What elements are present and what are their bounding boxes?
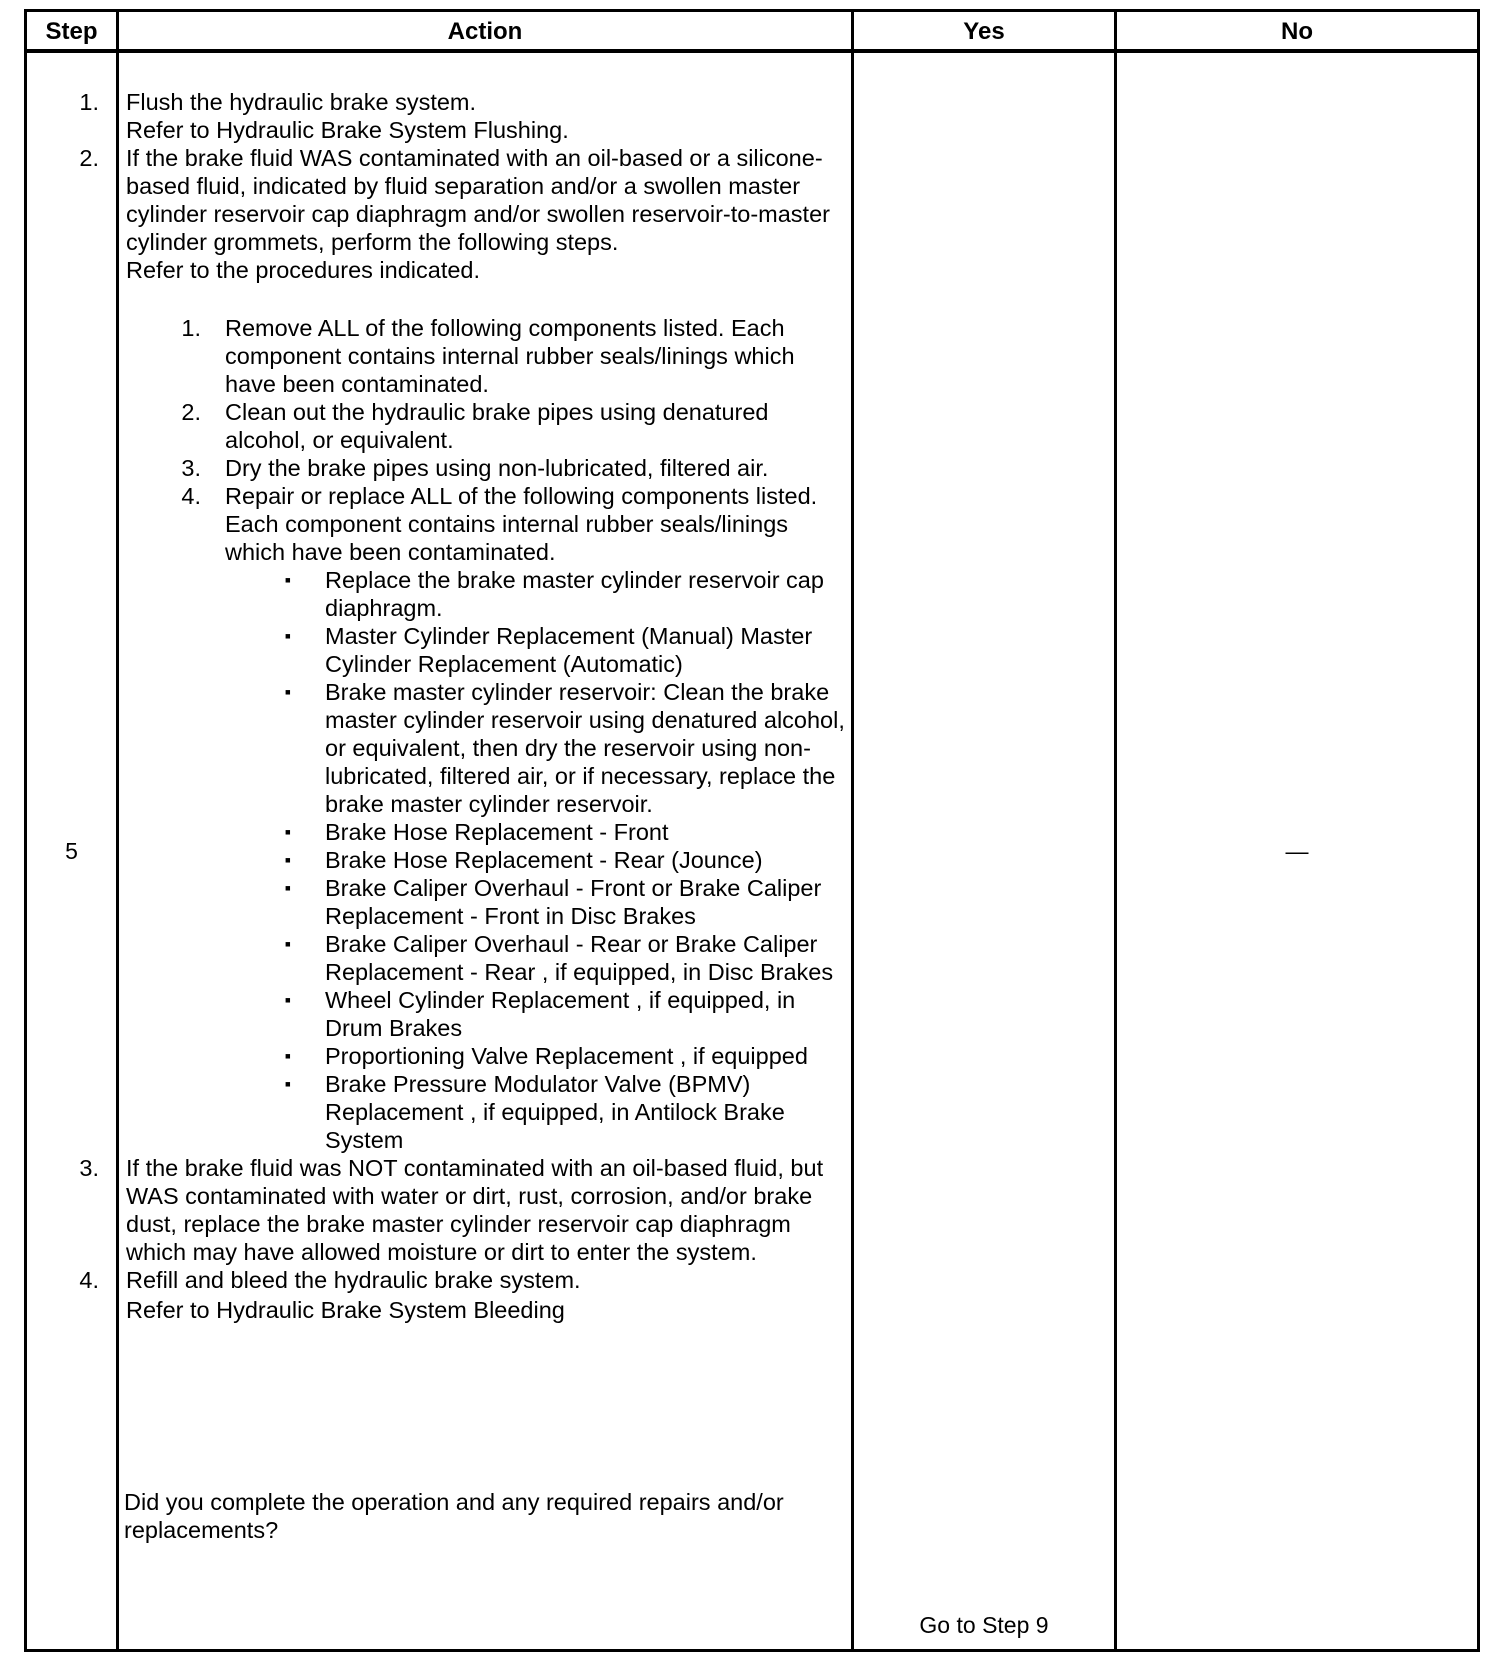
completion-question: Did you complete the operation and any required repairs and/or replacements? [124,1489,784,1543]
step-item-number: 1. [79,89,99,115]
step-item-text: If the brake fluid was NOT contaminated with an oil-based fluid, but WAS contaminated with water or dirt, rust, corrosion, and/or brake dust, replace the brake master cylinder reservoir cap diaphragm which may have allowed moisture or dirt to enter the system. [126,1155,824,1265]
substep-item-text: Repair or replace ALL of the following components listed. Each component contains internal rubber seals/linings which have been contaminated. [225,483,818,565]
substep-item [27,314,849,398]
column-divider [851,12,854,1649]
substep-item-text: Dry the brake pipes using non-lubricated, filtered air. [225,455,769,481]
no-result: — [1285,838,1309,864]
yes-result: Go to Step 9 [919,1612,1049,1638]
diagnostic-table [24,9,1480,1652]
step-item [27,1154,849,1266]
step-item [27,144,849,284]
step-item-reference: Refer to Hydraulic Brake System Bleeding [126,1297,565,1323]
bullet-icon: ▪ [284,934,291,954]
bullet-icon: ▪ [284,570,291,590]
step-item-text: Refill and bleed the hydraulic brake system. [126,1267,581,1293]
component-bullet-item [27,986,849,1042]
bullet-icon: ▪ [284,878,291,898]
substep-item-number: 4. [181,483,201,509]
component-text: Replace the brake master cylinder reservoir cap diaphragm. [325,567,824,621]
bullet-icon: ▪ [284,1074,291,1094]
step-item-reference: Refer to the procedures indicated. [126,257,481,283]
bullet-icon: ▪ [284,626,291,646]
header-action: Action [447,18,523,45]
substep-item-text: Remove ALL of the following components listed. Each component contains internal rubber seals/linings which have been contaminated. [225,315,795,397]
component-text: Brake master cylinder reservoir: Clean the brake master cylinder reservoir using denatured alcohol, or equivalent, then dry the reservoir using non-lubricated, filtered air, or if necessary, replace the brake master cylinder reservoir. [325,679,845,817]
component-text: Brake Hose Replacement - Rear (Jounce) [325,847,763,873]
component-bullet-item [27,874,849,930]
substep-item-text: Clean out the hydraulic brake pipes using denatured alcohol, or equivalent. [225,399,769,453]
bullet-icon: ▪ [284,822,291,842]
bullet-icon: ▪ [284,990,291,1010]
bullet-icon: ▪ [284,1046,291,1066]
header-yes: Yes [963,18,1005,45]
component-bullet-item [27,846,849,874]
component-bullet-item [27,622,849,678]
header-step: Step [45,18,98,45]
component-bullet-item [27,1042,849,1070]
column-divider [1114,12,1117,1649]
step-item-number: 2. [79,145,99,171]
bullet-icon: ▪ [284,850,291,870]
component-bullet-item [27,930,849,986]
header-no: No [1281,18,1313,45]
component-text: Brake Hose Replacement - Front [325,819,669,845]
component-text: Brake Pressure Modulator Valve (BPMV) Replacement , if equipped, in Antilock Brake System [325,1071,785,1153]
component-bullet-item [27,678,849,818]
component-text: Wheel Cylinder Replacement , if equipped, in Drum Brakes [325,987,796,1041]
step-item-text: If the brake fluid WAS contaminated with an oil-based or a silicone-based fluid, indicated by fluid separation and/or a swollen master cylinder reservoir cap diaphragm and/or swollen reservoir-to-master cylinder grommets, perform the following steps. [126,145,830,255]
component-bullet-item [27,566,849,622]
step-item [27,88,849,144]
substep-item [27,398,849,454]
component-text: Brake Caliper Overhaul - Rear or Brake Caliper Replacement - Rear , if equipped, in Disc Brakes [325,931,834,985]
substep-item [27,482,849,566]
substep-item-number: 2. [181,399,201,425]
component-text: Proportioning Valve Replacement , if equipped [325,1043,808,1069]
component-text: Master Cylinder Replacement (Manual) Master Cylinder Replacement (Automatic) [325,623,813,677]
action-cell [27,88,849,1324]
substep-item-number: 3. [181,455,201,481]
step-item-text: Flush the hydraulic brake system. [126,89,477,115]
component-bullet-item [27,818,849,846]
step-item-number: 4. [79,1267,99,1293]
step-item-reference: Refer to Hydraulic Brake System Flushing. [126,117,569,143]
bullet-icon: ▪ [284,682,291,702]
step-number: 5 [65,838,78,864]
component-bullet-item [27,1070,849,1154]
component-text: Brake Caliper Overhaul - Front or Brake Caliper Replacement - Front in Disc Brakes [325,875,822,929]
step-item-number: 3. [79,1155,99,1181]
step-item [27,1266,849,1324]
substep-item-number: 1. [181,315,201,341]
substep-item [27,454,849,482]
